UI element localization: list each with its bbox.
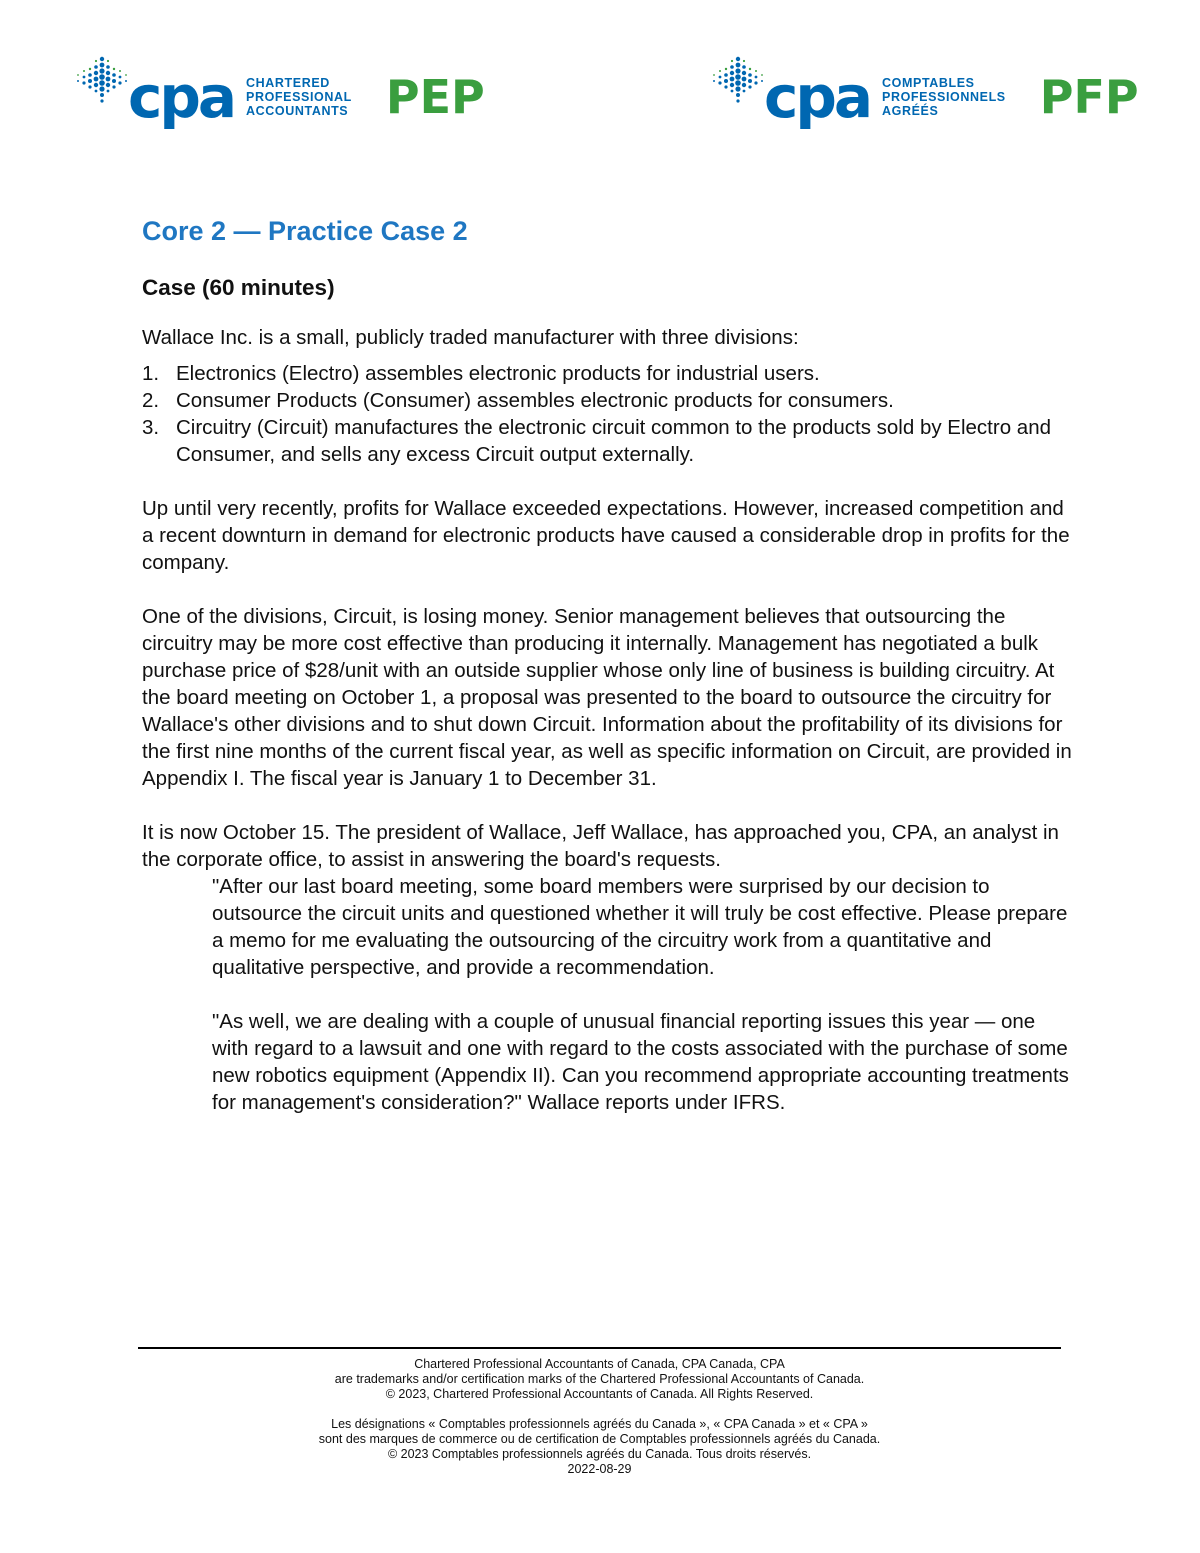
list-item bbox=[142, 414, 1072, 468]
divisions-list bbox=[142, 360, 1072, 468]
case-heading: Case (60 minutes) bbox=[142, 275, 335, 300]
list-number: 2. bbox=[142, 389, 160, 412]
list-number: 1. bbox=[142, 362, 160, 385]
cpa-logo-subtitle: COMPTABLES PROFESSIONNELS AGRÉÉS bbox=[882, 76, 1006, 118]
program-label-pfp: PFP bbox=[1039, 70, 1139, 124]
list-item bbox=[142, 360, 1072, 387]
program-label-pep: PEP bbox=[385, 70, 485, 124]
president-quote-1: "After our last board meeting, some board members were surprised by our decision to outsource the circuit units and questioned whether it will truly be cost effective. Please prepare a memo for me evaluating the outsourcing of the circuitry work from a quantitative and qualitative perspective, and provide a recommendation. bbox=[212, 875, 1068, 979]
footer-fr: Les désignations « Comptables professionnels agréés du Canada », « CPA Canada » et « CPA » sont des marques de commerce ou de certification de Comptables professionnels agréés du Canada. © 2023 Comptables professionnels agréés du Canada. Tous droits réservés. bbox=[318, 1417, 881, 1461]
page-title: Core 2 — Practice Case 2 bbox=[142, 216, 468, 246]
circuit-paragraph: One of the divisions, Circuit, is losing money. Senior management believes that outsourcing the circuitry may be more cost effective than producing it internally. Management has negotiated a bulk purchase price of $28/unit with an outside supplier whose only line of business is building circuitry. At the board meeting on October 1, a proposal was presented to the board to outsource the circuitry for Wallace's other divisions and to shut down Circuit. Information about the profitability of its divisions for the first nine months of the current fiscal year, as well as specific information on Circuit, are provided in Appendix I. The fiscal year is January 1 to December 31. bbox=[142, 605, 1072, 790]
cpa-logo-english bbox=[72, 52, 485, 142]
footer bbox=[138, 1357, 1061, 1477]
footer-divider bbox=[138, 1347, 1061, 1349]
background-paragraph: Up until very recently, profits for Wallace exceeded expectations. However, increased competition and a recent downturn in demand for electronic products have caused a considerable drop in profits for the company. bbox=[142, 497, 1070, 574]
maple-leaf-dots-icon bbox=[708, 53, 768, 113]
footer-date: 2022-08-29 bbox=[567, 1462, 632, 1476]
list-text: Consumer Products (Consumer) assembles electronic products for consumers. bbox=[176, 389, 894, 412]
list-text: Electronics (Electro) assembles electronic products for industrial users. bbox=[176, 362, 820, 385]
list-text: Circuitry (Circuit) manufactures the electronic circuit common to the products sold by Electro and Consumer, and sells any excess Circuit output externally. bbox=[176, 416, 1052, 466]
cpa-logo-french bbox=[708, 52, 1139, 142]
request-paragraph: It is now October 15. The president of Wallace, Jeff Wallace, has approached you, CPA, an analyst in the corporate office, to assist in answering the board's requests. bbox=[142, 821, 1059, 871]
cpa-wordmark: cpa bbox=[128, 63, 235, 131]
president-quote-2: "As well, we are dealing with a couple of unusual financial reporting issues this year — one with regard to a lawsuit and one with regard to the costs associated with the purchase of some new robotics equipment (Appendix II). Can you recommend appropriate accounting treatments for management's consideration?" Wallace reports under IFRS. bbox=[212, 1010, 1069, 1114]
case-body bbox=[142, 212, 1072, 1116]
footer-en: Chartered Professional Accountants of Canada, CPA Canada, CPA are trademarks and/or certification marks of the Chartered Professional Accountants of Canada. © 2023, Chartered Professional Accountants of Canada. All Rights Reserved. bbox=[334, 1357, 865, 1401]
list-item bbox=[142, 387, 1072, 414]
maple-leaf-dots-icon bbox=[72, 53, 132, 113]
cpa-wordmark: cpa bbox=[764, 63, 871, 131]
intro-paragraph: Wallace Inc. is a small, publicly traded manufacturer with three divisions: bbox=[142, 326, 799, 349]
list-number: 3. bbox=[142, 416, 160, 439]
cpa-logo-subtitle: CHARTERED PROFESSIONAL ACCOUNTANTS bbox=[246, 76, 352, 118]
